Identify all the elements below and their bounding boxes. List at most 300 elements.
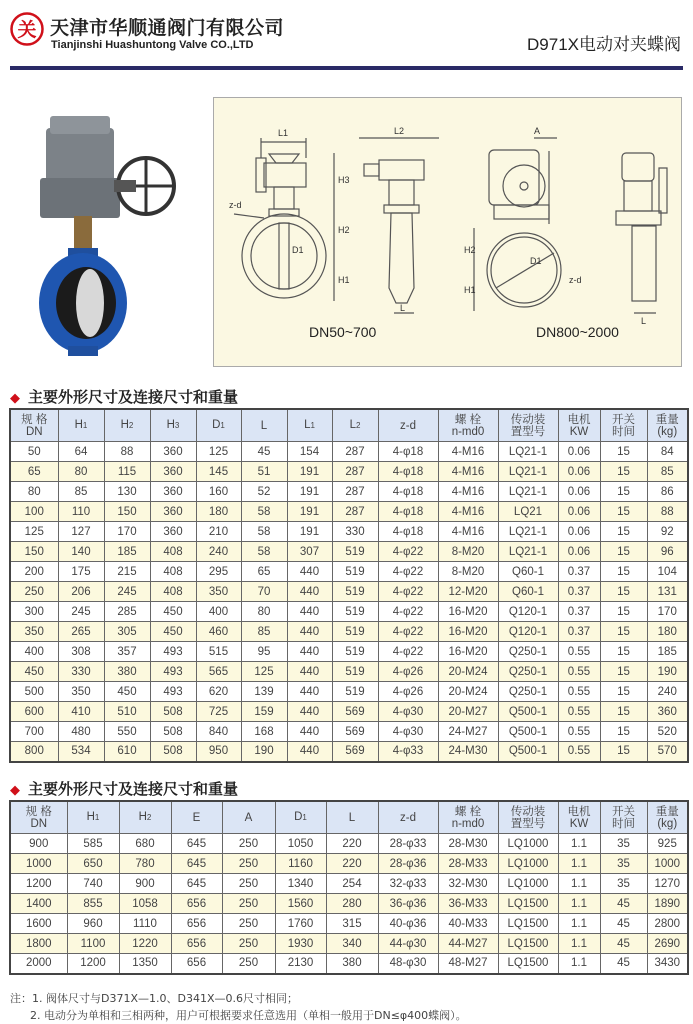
table-cell: 340 bbox=[326, 934, 378, 954]
table-cell: 360 bbox=[647, 702, 688, 722]
table-cell: 8-M20 bbox=[438, 562, 498, 582]
table-cell: 168 bbox=[241, 722, 287, 742]
table-cell: 88 bbox=[104, 442, 150, 462]
table-row bbox=[10, 542, 688, 562]
column-header: 螺 栓 n-md0 bbox=[438, 801, 498, 834]
table-cell: 64 bbox=[58, 442, 104, 462]
table-cell: 519 bbox=[332, 542, 378, 562]
table-cell: 16-M20 bbox=[438, 642, 498, 662]
table-cell: 28-φ33 bbox=[378, 834, 438, 854]
section-title-2: ◆ 主要外形尺寸及连接尺寸和重量 bbox=[10, 780, 239, 798]
table-cell: 1400 bbox=[10, 894, 67, 914]
table-cell: 0.06 bbox=[558, 482, 600, 502]
table-row bbox=[10, 834, 688, 854]
table-cell: 295 bbox=[196, 562, 241, 582]
table-cell: 519 bbox=[332, 602, 378, 622]
table-cell: 65 bbox=[10, 462, 58, 482]
table-cell: 70 bbox=[241, 582, 287, 602]
table-cell: 0.37 bbox=[558, 582, 600, 602]
table-cell: 1270 bbox=[647, 874, 688, 894]
table-cell: 656 bbox=[171, 954, 222, 974]
table-cell: 0.06 bbox=[558, 462, 600, 482]
table-cell: 360 bbox=[150, 462, 196, 482]
table-cell: 440 bbox=[287, 642, 332, 662]
table-cell: 140 bbox=[58, 542, 104, 562]
table-cell: 780 bbox=[119, 854, 171, 874]
table-cell: 0.37 bbox=[558, 622, 600, 642]
company-logo bbox=[10, 12, 44, 46]
table-cell: 4-φ22 bbox=[378, 602, 438, 622]
table-cell: 645 bbox=[171, 834, 222, 854]
table-cell: 1760 bbox=[275, 914, 326, 934]
column-header: H1 bbox=[58, 409, 104, 442]
table-cell: 569 bbox=[332, 722, 378, 742]
table-cell: 15 bbox=[600, 602, 647, 622]
column-header: 开关 时间 bbox=[600, 409, 647, 442]
table-cell: 493 bbox=[150, 662, 196, 682]
table-cell: LQ1000 bbox=[498, 854, 558, 874]
column-header: L bbox=[326, 801, 378, 834]
table-cell: 15 bbox=[600, 482, 647, 502]
table-cell: 840 bbox=[196, 722, 241, 742]
table-cell: LQ21-1 bbox=[498, 542, 558, 562]
table-cell: 15 bbox=[600, 462, 647, 482]
table-cell: 4-φ22 bbox=[378, 562, 438, 582]
table-cell: 800 bbox=[10, 742, 58, 762]
table-cell: 215 bbox=[104, 562, 150, 582]
table-cell: 565 bbox=[196, 662, 241, 682]
table-cell: 4-φ22 bbox=[378, 542, 438, 562]
column-header: z-d bbox=[378, 801, 438, 834]
table-row bbox=[10, 954, 688, 974]
table-cell: 440 bbox=[287, 722, 332, 742]
table-cell: 950 bbox=[196, 742, 241, 762]
table-cell: 520 bbox=[647, 722, 688, 742]
table-cell: 250 bbox=[222, 854, 275, 874]
table-cell: 1.1 bbox=[558, 954, 600, 974]
table-row bbox=[10, 742, 688, 762]
table-cell: 15 bbox=[600, 622, 647, 642]
table-row bbox=[10, 702, 688, 722]
table-cell: 700 bbox=[10, 722, 58, 742]
table-cell: 2000 bbox=[10, 954, 67, 974]
table-cell: 440 bbox=[287, 622, 332, 642]
table-row bbox=[10, 934, 688, 954]
table-cell: 300 bbox=[10, 602, 58, 622]
table-cell: 240 bbox=[196, 542, 241, 562]
table-cell: 0.06 bbox=[558, 522, 600, 542]
table-cell: 95 bbox=[241, 642, 287, 662]
table-cell: 15 bbox=[600, 502, 647, 522]
table-cell: 450 bbox=[150, 602, 196, 622]
table-cell: 305 bbox=[104, 622, 150, 642]
table-cell: 1200 bbox=[67, 954, 119, 974]
dim-label-h1-large: H1 bbox=[464, 285, 476, 295]
table-cell: 45 bbox=[600, 954, 647, 974]
table-cell: 1560 bbox=[275, 894, 326, 914]
table-row bbox=[10, 462, 688, 482]
table-cell: 1000 bbox=[647, 854, 688, 874]
table-cell: 620 bbox=[196, 682, 241, 702]
table-cell: LQ1000 bbox=[498, 874, 558, 894]
dim-label-h1: H1 bbox=[338, 275, 350, 285]
table-cell: 1.1 bbox=[558, 834, 600, 854]
table-cell: 15 bbox=[600, 582, 647, 602]
table-cell: 1340 bbox=[275, 874, 326, 894]
table-cell: 28-M30 bbox=[438, 834, 498, 854]
table-cell: 508 bbox=[150, 702, 196, 722]
label-dn800-2000: DN800~2000 bbox=[536, 324, 619, 340]
dimension-table-dn50-800 bbox=[9, 408, 689, 763]
table-cell: 4-φ18 bbox=[378, 482, 438, 502]
table-cell: 1.1 bbox=[558, 934, 600, 954]
table-cell: 1.1 bbox=[558, 874, 600, 894]
table-cell: 15 bbox=[600, 442, 647, 462]
table-row bbox=[10, 854, 688, 874]
column-header: D1 bbox=[196, 409, 241, 442]
table-cell: 855 bbox=[67, 894, 119, 914]
table-cell: 440 bbox=[287, 562, 332, 582]
table-cell: Q120-1 bbox=[498, 622, 558, 642]
table-row bbox=[10, 582, 688, 602]
table-cell: 3430 bbox=[647, 954, 688, 974]
table-cell: 220 bbox=[326, 854, 378, 874]
table-cell: 0.37 bbox=[558, 562, 600, 582]
table-cell: 1600 bbox=[10, 914, 67, 934]
table-cell: 80 bbox=[58, 462, 104, 482]
table-cell: 86 bbox=[647, 482, 688, 502]
table-cell: LQ1500 bbox=[498, 894, 558, 914]
table-cell: 4-φ26 bbox=[378, 662, 438, 682]
table-row bbox=[10, 682, 688, 702]
table-cell: 4-M16 bbox=[438, 502, 498, 522]
table-cell: 51 bbox=[241, 462, 287, 482]
table-cell: Q60-1 bbox=[498, 582, 558, 602]
table-cell: 360 bbox=[150, 482, 196, 502]
table-cell: 191 bbox=[287, 502, 332, 522]
table-cell: 210 bbox=[196, 522, 241, 542]
table-cell: 519 bbox=[332, 582, 378, 602]
table-cell: 15 bbox=[600, 542, 647, 562]
column-header: H3 bbox=[150, 409, 196, 442]
table-cell: 15 bbox=[600, 642, 647, 662]
table-cell: 50 bbox=[10, 442, 58, 462]
table-cell: 125 bbox=[196, 442, 241, 462]
table-cell: 1160 bbox=[275, 854, 326, 874]
table-cell: 357 bbox=[104, 642, 150, 662]
diamond-bullet-icon: ◆ bbox=[10, 783, 20, 798]
dim-label-l2: L2 bbox=[394, 126, 405, 136]
table-cell: 150 bbox=[10, 542, 58, 562]
table-cell: 40-φ36 bbox=[378, 914, 438, 934]
table-cell: LQ1000 bbox=[498, 834, 558, 854]
table-cell: 285 bbox=[104, 602, 150, 622]
table-cell: 0.55 bbox=[558, 742, 600, 762]
table-cell: 1220 bbox=[119, 934, 171, 954]
table-cell: 725 bbox=[196, 702, 241, 722]
table-cell: 191 bbox=[287, 482, 332, 502]
column-header: H2 bbox=[119, 801, 171, 834]
table-cell: 245 bbox=[104, 582, 150, 602]
table-cell: 287 bbox=[332, 482, 378, 502]
table-cell: 4-φ22 bbox=[378, 582, 438, 602]
table-cell: 35 bbox=[600, 874, 647, 894]
column-header: L1 bbox=[287, 409, 332, 442]
table-cell: 35 bbox=[600, 854, 647, 874]
table-cell: 44-φ30 bbox=[378, 934, 438, 954]
table-cell: 645 bbox=[171, 854, 222, 874]
column-header: 开关 时间 bbox=[600, 801, 647, 834]
table-cell: 4-φ18 bbox=[378, 442, 438, 462]
table-cell: 170 bbox=[647, 602, 688, 622]
column-header: z-d bbox=[378, 409, 438, 442]
column-header: A bbox=[222, 801, 275, 834]
table-cell: 900 bbox=[10, 834, 67, 854]
table-cell: 28-φ36 bbox=[378, 854, 438, 874]
table-cell: 115 bbox=[104, 462, 150, 482]
table-cell: 440 bbox=[287, 682, 332, 702]
table-cell: Q500-1 bbox=[498, 742, 558, 762]
table-cell: 1890 bbox=[647, 894, 688, 914]
table-cell: 360 bbox=[150, 502, 196, 522]
table-cell: 570 bbox=[647, 742, 688, 762]
table-cell: 4-φ22 bbox=[378, 642, 438, 662]
table-cell: 1058 bbox=[119, 894, 171, 914]
table-cell: 104 bbox=[647, 562, 688, 582]
table-cell: 265 bbox=[58, 622, 104, 642]
table-cell: 2690 bbox=[647, 934, 688, 954]
table-cell: 680 bbox=[119, 834, 171, 854]
table-cell: 58 bbox=[241, 542, 287, 562]
note-2: 2. 电动分为单相和三相两种，用户可根据要求任意选用（单相一般用于DN≤φ400蝶阀）。 bbox=[30, 1009, 467, 1022]
dim-label-l-large: L bbox=[641, 316, 647, 326]
table-cell: 656 bbox=[171, 894, 222, 914]
table-cell: 519 bbox=[332, 562, 378, 582]
table-cell: 0.55 bbox=[558, 682, 600, 702]
table-cell: 250 bbox=[222, 954, 275, 974]
table-cell: 508 bbox=[150, 722, 196, 742]
table-cell: Q250-1 bbox=[498, 662, 558, 682]
table-cell: 92 bbox=[647, 522, 688, 542]
table-cell: 360 bbox=[150, 442, 196, 462]
table-cell: 510 bbox=[104, 702, 150, 722]
table-cell: 15 bbox=[600, 682, 647, 702]
column-header: 螺 栓 n-md0 bbox=[438, 409, 498, 442]
table-cell: 1000 bbox=[10, 854, 67, 874]
table-cell: 206 bbox=[58, 582, 104, 602]
table-cell: 45 bbox=[600, 914, 647, 934]
table-cell: 460 bbox=[196, 622, 241, 642]
table-cell: 32-φ33 bbox=[378, 874, 438, 894]
table-cell: 280 bbox=[326, 894, 378, 914]
table-row bbox=[10, 914, 688, 934]
table-cell: 159 bbox=[241, 702, 287, 722]
table-cell: 44-M27 bbox=[438, 934, 498, 954]
column-header: 规 格 DN bbox=[10, 409, 58, 442]
table-cell: 250 bbox=[222, 934, 275, 954]
table-row bbox=[10, 442, 688, 462]
table-cell: 254 bbox=[326, 874, 378, 894]
table-cell: 519 bbox=[332, 682, 378, 702]
table-cell: 170 bbox=[104, 522, 150, 542]
table-cell: 154 bbox=[287, 442, 332, 462]
table-cell: 308 bbox=[58, 642, 104, 662]
table-cell: 245 bbox=[58, 602, 104, 622]
table-cell: 493 bbox=[150, 642, 196, 662]
table-cell: 440 bbox=[287, 602, 332, 622]
table-cell: 519 bbox=[332, 662, 378, 682]
table-row bbox=[10, 722, 688, 742]
table-cell: LQ1500 bbox=[498, 954, 558, 974]
table-cell: 4-φ30 bbox=[378, 722, 438, 742]
table-cell: 450 bbox=[10, 662, 58, 682]
dim-label-zd: z-d bbox=[229, 200, 242, 210]
table-cell: 145 bbox=[196, 462, 241, 482]
table-cell: 48-φ30 bbox=[378, 954, 438, 974]
dimension-table-dn900-2000 bbox=[9, 800, 689, 975]
table-cell: 408 bbox=[150, 582, 196, 602]
table-cell: 250 bbox=[222, 834, 275, 854]
table-cell: Q120-1 bbox=[498, 602, 558, 622]
table-cell: Q500-1 bbox=[498, 722, 558, 742]
table-cell: 1050 bbox=[275, 834, 326, 854]
table-cell: 4-φ33 bbox=[378, 742, 438, 762]
table-cell: 480 bbox=[58, 722, 104, 742]
table-cell: 656 bbox=[171, 934, 222, 954]
table-cell: 45 bbox=[600, 934, 647, 954]
table-cell: 28-M33 bbox=[438, 854, 498, 874]
dim-label-a: A bbox=[534, 126, 541, 136]
table-cell: 534 bbox=[58, 742, 104, 762]
column-header: 传动装 置型号 bbox=[498, 409, 558, 442]
table-cell: 220 bbox=[326, 834, 378, 854]
table-cell: 4-φ30 bbox=[378, 702, 438, 722]
table-cell: 519 bbox=[332, 622, 378, 642]
svg-text:关: 关 bbox=[17, 19, 37, 41]
table-cell: 4-φ18 bbox=[378, 462, 438, 482]
table-cell: 4-M16 bbox=[438, 442, 498, 462]
table-row bbox=[10, 642, 688, 662]
table-row bbox=[10, 662, 688, 682]
table-cell: 88 bbox=[647, 502, 688, 522]
table-cell: 1.1 bbox=[558, 894, 600, 914]
table-row bbox=[10, 894, 688, 914]
table-cell: 569 bbox=[332, 702, 378, 722]
table-cell: 15 bbox=[600, 662, 647, 682]
table-cell: 1.1 bbox=[558, 854, 600, 874]
table-cell: 110 bbox=[58, 502, 104, 522]
table-cell: 610 bbox=[104, 742, 150, 762]
table-cell: 400 bbox=[10, 642, 58, 662]
table-cell: 24-M30 bbox=[438, 742, 498, 762]
table-cell: 410 bbox=[58, 702, 104, 722]
table-cell: 15 bbox=[600, 702, 647, 722]
table-cell: 1800 bbox=[10, 934, 67, 954]
table-cell: 287 bbox=[332, 502, 378, 522]
table-cell: 85 bbox=[58, 482, 104, 502]
table-cell: 0.55 bbox=[558, 642, 600, 662]
dim-label-d1: D1 bbox=[292, 245, 304, 255]
table-cell: 15 bbox=[600, 522, 647, 542]
table-cell: 32-M30 bbox=[438, 874, 498, 894]
table-cell: 350 bbox=[58, 682, 104, 702]
table-cell: 350 bbox=[10, 622, 58, 642]
table-cell: 84 bbox=[647, 442, 688, 462]
table-cell: 180 bbox=[196, 502, 241, 522]
column-header: 传动装 置型号 bbox=[498, 801, 558, 834]
table-cell: 16-M20 bbox=[438, 622, 498, 642]
table-cell: 450 bbox=[104, 682, 150, 702]
table-cell: 127 bbox=[58, 522, 104, 542]
table-cell: 1930 bbox=[275, 934, 326, 954]
table-cell: 130 bbox=[104, 482, 150, 502]
table-row bbox=[10, 502, 688, 522]
table-cell: 45 bbox=[241, 442, 287, 462]
table-cell: 160 bbox=[196, 482, 241, 502]
column-header: L bbox=[241, 409, 287, 442]
table-cell: 2800 bbox=[647, 914, 688, 934]
table-cell: 4-φ18 bbox=[378, 522, 438, 542]
table-cell: 85 bbox=[241, 622, 287, 642]
note-1: 注：1. 阀体尺寸与D371X—1.0、D341X—0.6尺寸相同； bbox=[10, 992, 298, 1005]
column-header: 重量 (kg) bbox=[647, 409, 688, 442]
table-cell: 16-M20 bbox=[438, 602, 498, 622]
header-divider bbox=[10, 66, 683, 70]
table-cell: Q250-1 bbox=[498, 682, 558, 702]
table-row bbox=[10, 482, 688, 502]
table-cell: 960 bbox=[67, 914, 119, 934]
dimension-drawing bbox=[213, 97, 682, 367]
table-cell: 315 bbox=[326, 914, 378, 934]
table-cell: Q250-1 bbox=[498, 642, 558, 662]
table-cell: 175 bbox=[58, 562, 104, 582]
table-cell: 550 bbox=[104, 722, 150, 742]
table-cell: LQ21-1 bbox=[498, 482, 558, 502]
table-cell: 52 bbox=[241, 482, 287, 502]
table-cell: 131 bbox=[647, 582, 688, 602]
table-row bbox=[10, 622, 688, 642]
column-header: 重量 (kg) bbox=[647, 801, 688, 834]
table-cell: 440 bbox=[287, 662, 332, 682]
table-cell: 65 bbox=[241, 562, 287, 582]
table-cell: 20-M24 bbox=[438, 662, 498, 682]
table-cell: 519 bbox=[332, 642, 378, 662]
column-header: E bbox=[171, 801, 222, 834]
table-cell: 4-M16 bbox=[438, 482, 498, 502]
table-cell: 360 bbox=[150, 522, 196, 542]
table-cell: LQ21-1 bbox=[498, 442, 558, 462]
table-cell: 12-M20 bbox=[438, 582, 498, 602]
table-cell: 250 bbox=[222, 874, 275, 894]
table-cell: 40-M33 bbox=[438, 914, 498, 934]
table-cell: 450 bbox=[150, 622, 196, 642]
table-cell: 180 bbox=[647, 622, 688, 642]
table-cell: 4-M16 bbox=[438, 522, 498, 542]
table-cell: 508 bbox=[150, 742, 196, 762]
table-cell: 240 bbox=[647, 682, 688, 702]
table-cell: 493 bbox=[150, 682, 196, 702]
product-title: D971X电动对夹蝶阀 bbox=[527, 35, 681, 54]
table-cell: 190 bbox=[647, 662, 688, 682]
table-cell: 330 bbox=[58, 662, 104, 682]
table-cell: 0.06 bbox=[558, 542, 600, 562]
table-cell: 1.1 bbox=[558, 914, 600, 934]
column-header: 电机 KW bbox=[558, 409, 600, 442]
column-header: L2 bbox=[332, 409, 378, 442]
table-row bbox=[10, 602, 688, 622]
table-cell: 100 bbox=[10, 502, 58, 522]
table-cell: 4-M16 bbox=[438, 462, 498, 482]
